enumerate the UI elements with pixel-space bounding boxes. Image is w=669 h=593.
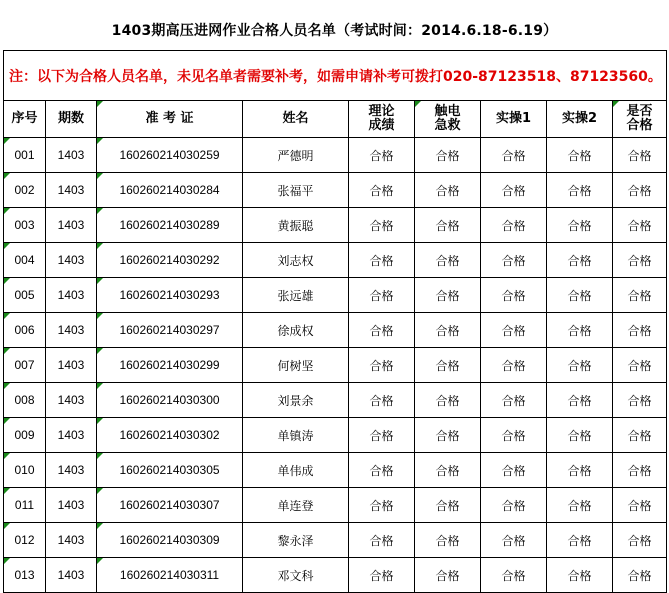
table-row [4, 453, 667, 488]
cell-practical-2[interactable]: 合格 [547, 418, 613, 453]
cell-practical-1[interactable]: 合格 [481, 313, 547, 348]
cell-period[interactable]: 1403 [46, 488, 97, 523]
cell-name[interactable]: 严德明 [243, 138, 349, 173]
cell-permit[interactable]: 160260214030293 [97, 278, 243, 313]
cell-seq[interactable]: 012 [4, 523, 46, 558]
cell-permit[interactable]: 160260214030289 [97, 208, 243, 243]
cell-practical-1[interactable]: 合格 [481, 558, 547, 593]
cell-name[interactable]: 单伟成 [243, 453, 349, 488]
cell-practical-2[interactable]: 合格 [547, 348, 613, 383]
cell-seq[interactable]: 009 [4, 418, 46, 453]
cell-practical-1[interactable]: 合格 [481, 243, 547, 278]
cell-practical-2[interactable]: 合格 [547, 208, 613, 243]
cell-pass[interactable]: 合格 [613, 418, 667, 453]
cell-period[interactable]: 1403 [46, 383, 97, 418]
cell-permit[interactable]: 160260214030305 [97, 453, 243, 488]
cell-theory[interactable]: 合格 [349, 523, 415, 558]
header-pass-line2: 合格 [626, 118, 653, 133]
cell-practical-2[interactable]: 合格 [547, 383, 613, 418]
cell-pass[interactable]: 合格 [613, 208, 667, 243]
cell-theory[interactable]: 合格 [349, 243, 415, 278]
cell-permit[interactable]: 160260214030309 [97, 523, 243, 558]
cell-pass[interactable]: 合格 [613, 383, 667, 418]
cell-pass[interactable]: 合格 [613, 523, 667, 558]
cell-theory[interactable]: 合格 [349, 348, 415, 383]
cell-permit[interactable]: 160260214030307 [97, 488, 243, 523]
cell-practical-2[interactable]: 合格 [547, 523, 613, 558]
cell-name[interactable]: 单连登 [243, 488, 349, 523]
cell-period[interactable]: 1403 [46, 348, 97, 383]
cell-period[interactable]: 1403 [46, 418, 97, 453]
cell-name[interactable]: 徐成权 [243, 313, 349, 348]
cell-period[interactable]: 1403 [46, 243, 97, 278]
cell-name[interactable]: 邓文科 [243, 558, 349, 593]
cell-permit[interactable]: 160260214030311 [97, 558, 243, 593]
header-period[interactable]: 期数 [46, 101, 97, 138]
cell-permit[interactable]: 160260214030302 [97, 418, 243, 453]
cell-period[interactable]: 1403 [46, 278, 97, 313]
cell-seq[interactable]: 008 [4, 383, 46, 418]
cell-seq[interactable]: 002 [4, 173, 46, 208]
table-row [4, 138, 667, 173]
cell-practical-1[interactable]: 合格 [481, 173, 547, 208]
cell-pass[interactable]: 合格 [613, 278, 667, 313]
cell-pass[interactable]: 合格 [613, 138, 667, 173]
cell-practical-2[interactable]: 合格 [547, 138, 613, 173]
cell-practical-1[interactable]: 合格 [481, 383, 547, 418]
cell-pass[interactable]: 合格 [613, 558, 667, 593]
cell-pass[interactable]: 合格 [613, 243, 667, 278]
cell-practical-2[interactable]: 合格 [547, 173, 613, 208]
cell-practical-2[interactable]: 合格 [547, 313, 613, 348]
notice-text[interactable]: 注：以下为合格人员名单，未见名单者需要补考，如需申请补考可拨打020-87123518、87123560。 [4, 51, 667, 101]
cell-period[interactable]: 1403 [46, 453, 97, 488]
cell-theory[interactable]: 合格 [349, 173, 415, 208]
cell-period[interactable]: 1403 [46, 558, 97, 593]
cell-theory[interactable]: 合格 [349, 138, 415, 173]
cell-period[interactable]: 1403 [46, 208, 97, 243]
cell-name[interactable]: 黎永泽 [243, 523, 349, 558]
cell-practical-1[interactable]: 合格 [481, 138, 547, 173]
header-theory-line1: 理论 [368, 104, 395, 119]
cell-theory[interactable]: 合格 [349, 208, 415, 243]
header-practical-1[interactable]: 实操1 [481, 101, 547, 138]
cell-seq[interactable]: 005 [4, 278, 46, 313]
cell-permit[interactable]: 160260214030292 [97, 243, 243, 278]
cell-name[interactable]: 张福平 [243, 173, 349, 208]
header-seq[interactable]: 序号 [4, 101, 46, 138]
cell-shock[interactable]: 合格 [415, 208, 481, 243]
cell-theory[interactable]: 合格 [349, 558, 415, 593]
table-row [4, 313, 667, 348]
cell-shock[interactable]: 合格 [415, 173, 481, 208]
page-title: 1403期高压进网作业合格人员名单（考试时间：2014.6.18-6.19） [111, 23, 558, 39]
cell-theory[interactable]: 合格 [349, 453, 415, 488]
cell-shock[interactable]: 合格 [415, 278, 481, 313]
notice-row [4, 51, 667, 101]
cell-permit[interactable]: 160260214030259 [97, 138, 243, 173]
cell-period[interactable]: 1403 [46, 313, 97, 348]
table-row [4, 418, 667, 453]
cell-seq[interactable]: 006 [4, 313, 46, 348]
cell-seq[interactable]: 007 [4, 348, 46, 383]
header-row [4, 101, 667, 138]
cell-seq[interactable]: 004 [4, 243, 46, 278]
cell-pass[interactable]: 合格 [613, 313, 667, 348]
cell-name[interactable]: 单镇涛 [243, 418, 349, 453]
header-shock-line2: 急救 [434, 118, 461, 133]
header-permit[interactable]: 准 考 证 [97, 101, 243, 138]
cell-practical-2[interactable]: 合格 [547, 278, 613, 313]
cell-practical-1[interactable]: 合格 [481, 348, 547, 383]
cell-permit[interactable]: 160260214030297 [97, 313, 243, 348]
cell-shock[interactable]: 合格 [415, 558, 481, 593]
cell-theory[interactable]: 合格 [349, 383, 415, 418]
cell-theory[interactable]: 合格 [349, 313, 415, 348]
header-theory-line2: 成绩 [368, 118, 395, 133]
table-row [4, 383, 667, 418]
cell-permit[interactable]: 160260214030299 [97, 348, 243, 383]
cell-name[interactable]: 何树坚 [243, 348, 349, 383]
cell-shock[interactable]: 合格 [415, 383, 481, 418]
cell-seq[interactable]: 010 [4, 453, 46, 488]
table-row [4, 488, 667, 523]
qualified-personnel-table [3, 50, 667, 593]
table-row [4, 278, 667, 313]
cell-pass[interactable]: 合格 [613, 348, 667, 383]
header-pass[interactable] [613, 101, 667, 138]
cell-name[interactable]: 张远雄 [243, 278, 349, 313]
cell-practical-1[interactable]: 合格 [481, 488, 547, 523]
table-row [4, 558, 667, 593]
table-row [4, 208, 667, 243]
table-row [4, 173, 667, 208]
cell-theory[interactable]: 合格 [349, 278, 415, 313]
header-shock[interactable] [415, 101, 481, 138]
cell-practical-2[interactable]: 合格 [547, 453, 613, 488]
cell-shock[interactable]: 合格 [415, 348, 481, 383]
cell-theory[interactable]: 合格 [349, 418, 415, 453]
header-pass-line1: 是否 [626, 104, 653, 119]
cell-shock[interactable]: 合格 [415, 243, 481, 278]
table-row [4, 348, 667, 383]
cell-practical-1[interactable]: 合格 [481, 278, 547, 313]
header-name[interactable]: 姓名 [243, 101, 349, 138]
cell-period[interactable]: 1403 [46, 173, 97, 208]
cell-theory[interactable]: 合格 [349, 488, 415, 523]
cell-pass[interactable]: 合格 [613, 453, 667, 488]
cell-shock[interactable]: 合格 [415, 488, 481, 523]
header-theory[interactable] [349, 101, 415, 138]
cell-seq[interactable]: 003 [4, 208, 46, 243]
cell-practical-1[interactable]: 合格 [481, 523, 547, 558]
header-practical-2[interactable]: 实操2 [547, 101, 613, 138]
cell-name[interactable]: 刘景余 [243, 383, 349, 418]
cell-practical-1[interactable]: 合格 [481, 418, 547, 453]
cell-name[interactable]: 黄振聪 [243, 208, 349, 243]
cell-shock[interactable]: 合格 [415, 138, 481, 173]
cell-shock[interactable]: 合格 [415, 453, 481, 488]
cell-seq[interactable]: 001 [4, 138, 46, 173]
table-row [4, 243, 667, 278]
header-shock-line1: 触电 [434, 104, 461, 119]
cell-shock[interactable]: 合格 [415, 313, 481, 348]
cell-permit[interactable]: 160260214030300 [97, 383, 243, 418]
cell-practical-1[interactable]: 合格 [481, 453, 547, 488]
cell-practical-1[interactable]: 合格 [481, 208, 547, 243]
cell-period[interactable]: 1403 [46, 138, 97, 173]
cell-shock[interactable]: 合格 [415, 418, 481, 453]
cell-pass[interactable]: 合格 [613, 488, 667, 523]
cell-seq[interactable]: 011 [4, 488, 46, 523]
cell-practical-2[interactable]: 合格 [547, 488, 613, 523]
cell-seq[interactable]: 013 [4, 558, 46, 593]
cell-name[interactable]: 刘志权 [243, 243, 349, 278]
table-row [4, 523, 667, 558]
cell-practical-2[interactable]: 合格 [547, 558, 613, 593]
cell-period[interactable]: 1403 [46, 523, 97, 558]
cell-permit[interactable]: 160260214030284 [97, 173, 243, 208]
cell-pass[interactable]: 合格 [613, 173, 667, 208]
cell-practical-2[interactable]: 合格 [547, 243, 613, 278]
cell-shock[interactable]: 合格 [415, 523, 481, 558]
